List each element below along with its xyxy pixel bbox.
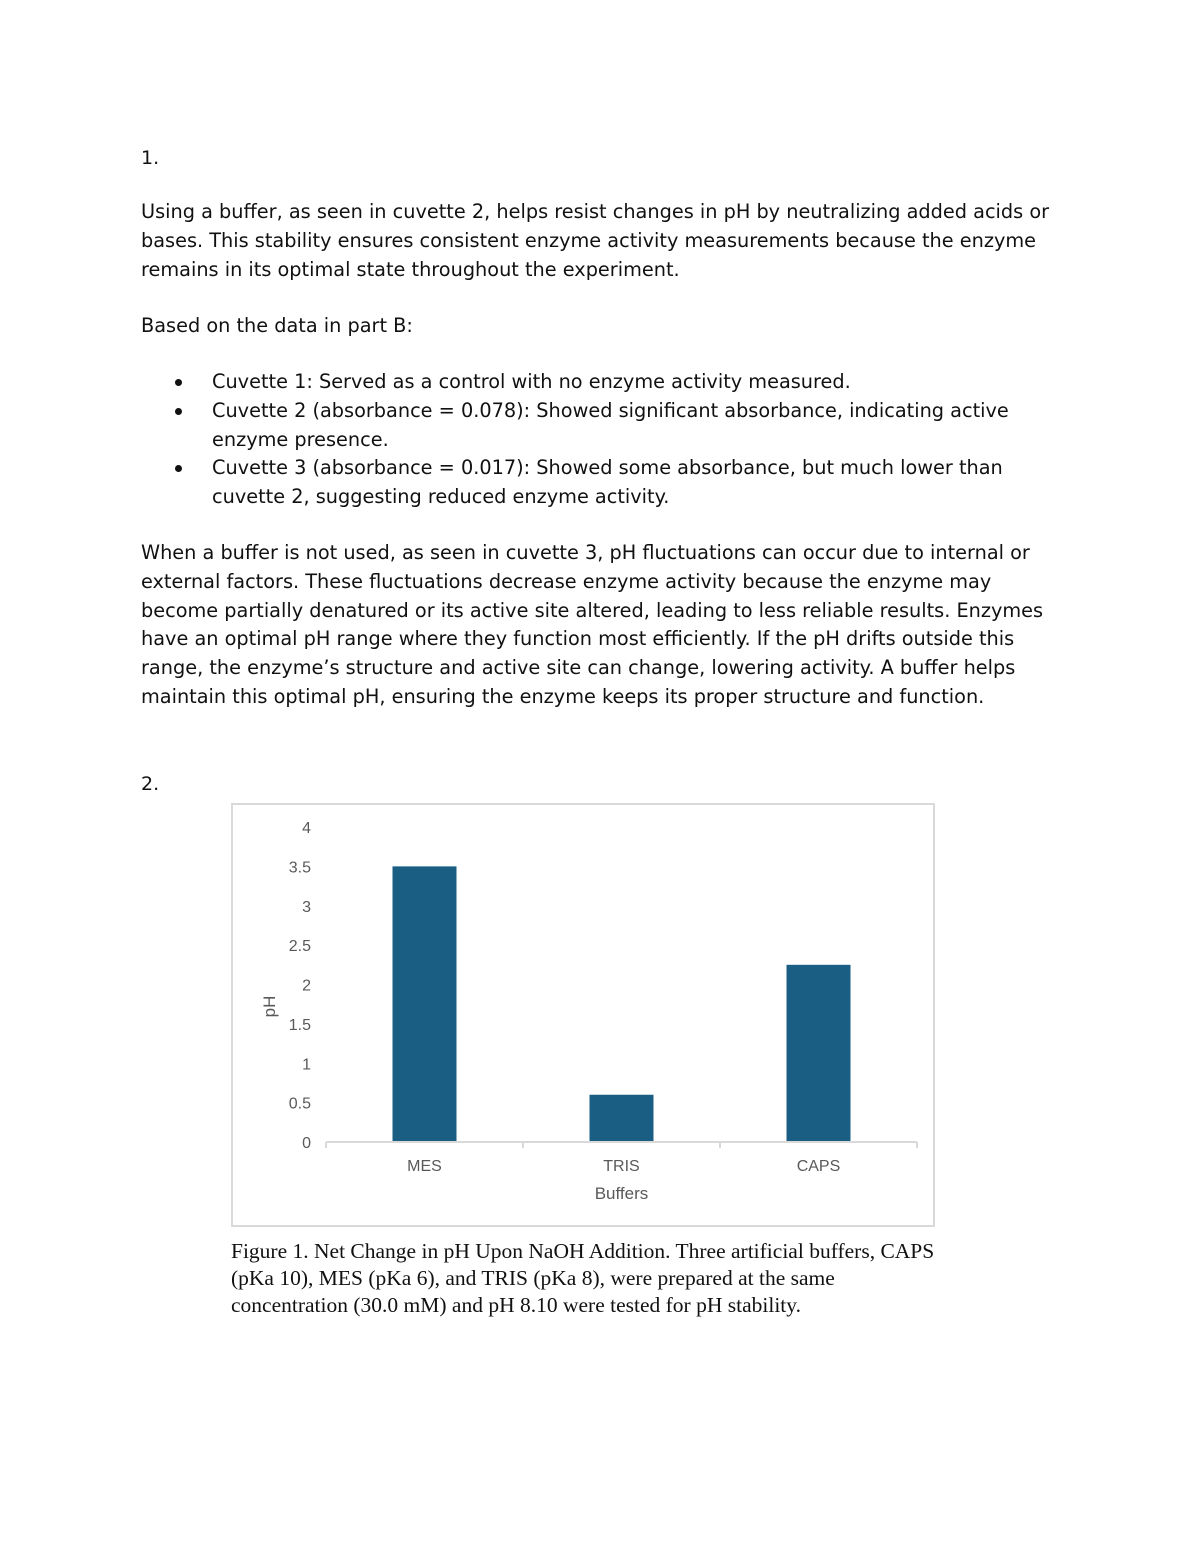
paragraph-no-buffer: When a buffer is not used, as seen in cuvette 3, pH fluctuations can occur due to internal or external factors. These fluctuations decrease enzyme activity because the enzyme may become partially denatured or its active site altered, leading to less reliable results. Enzymes have an optimal pH range where they function most efficiently. If the pH drifts outside this range, the enzyme’s structure and active site can change, lowering activity. A buffer helps maintain this optimal pH, ensuring the enzyme keeps its proper structure and function. (141, 541, 1044, 708)
bullet-cuvette-2 (141, 397, 1061, 455)
paragraph-part-b-lead: Based on the data in part B: (141, 314, 413, 337)
bullet-text: Cuvette 2 (absorbance = 0.078): Showed significant absorbance, indicating active enzyme presence. (212, 398, 1009, 451)
bar-chart (231, 803, 935, 1227)
bar-caps (787, 965, 851, 1142)
bullet-dot-icon (175, 408, 182, 415)
y-tick-label: 0.5 (288, 1095, 311, 1113)
x-axis-title: Buffers (594, 1184, 649, 1203)
section-1-number: 1. (141, 147, 160, 169)
bullet-dot-icon (175, 465, 182, 472)
bar-tris (590, 1095, 654, 1142)
bullet-text: Cuvette 1: Served as a control with no enzyme activity measured. (212, 370, 851, 393)
paragraph-buffer-intro: Using a buffer, as seen in cuvette 2, helps resist changes in pH by neutralizing added acids or bases. This stability ensures consistent enzyme activity measurements because the enzyme remains in its optimal state throughout the experiment. (141, 200, 1050, 281)
bullet-cuvette-3 (141, 454, 1061, 512)
cuvette-bullet-list (141, 368, 1061, 512)
bullet-dot-icon (175, 379, 182, 386)
y-tick-label: 2 (302, 977, 311, 995)
y-tick-label: 1.5 (288, 1016, 311, 1034)
x-tick-label: MES (407, 1158, 442, 1175)
y-tick-label: 2.5 (288, 938, 311, 956)
bullet-text: Cuvette 3 (absorbance = 0.017): Showed some absorbance, but much lower than cuvette 2, suggesting reduced enzyme activity. (212, 456, 1003, 509)
y-axis-title: pH (260, 995, 279, 1018)
bullet-cuvette-1 (141, 368, 1061, 397)
bar-mes (393, 866, 457, 1142)
figure-caption: Figure 1. Net Change in pH Upon NaOH Addition. Three artificial buffers, CAPS (pKa 10), MES (pKa 6), and TRIS (pKa 8), were prepared at the same concentration (30.0 mM) and pH 8.10 were tested for pH stability. (231, 1239, 935, 1317)
y-tick-label: 3.5 (288, 859, 311, 877)
x-tick-label: CAPS (796, 1158, 841, 1175)
section-2-number: 2. (141, 773, 160, 795)
y-tick-label: 0 (302, 1135, 311, 1152)
y-tick-label: 1 (302, 1056, 311, 1074)
y-tick-label: 3 (302, 898, 311, 916)
bar-chart-svg (233, 805, 933, 1225)
x-tick-label: TRIS (603, 1158, 640, 1175)
y-tick-label: 4 (302, 820, 311, 837)
